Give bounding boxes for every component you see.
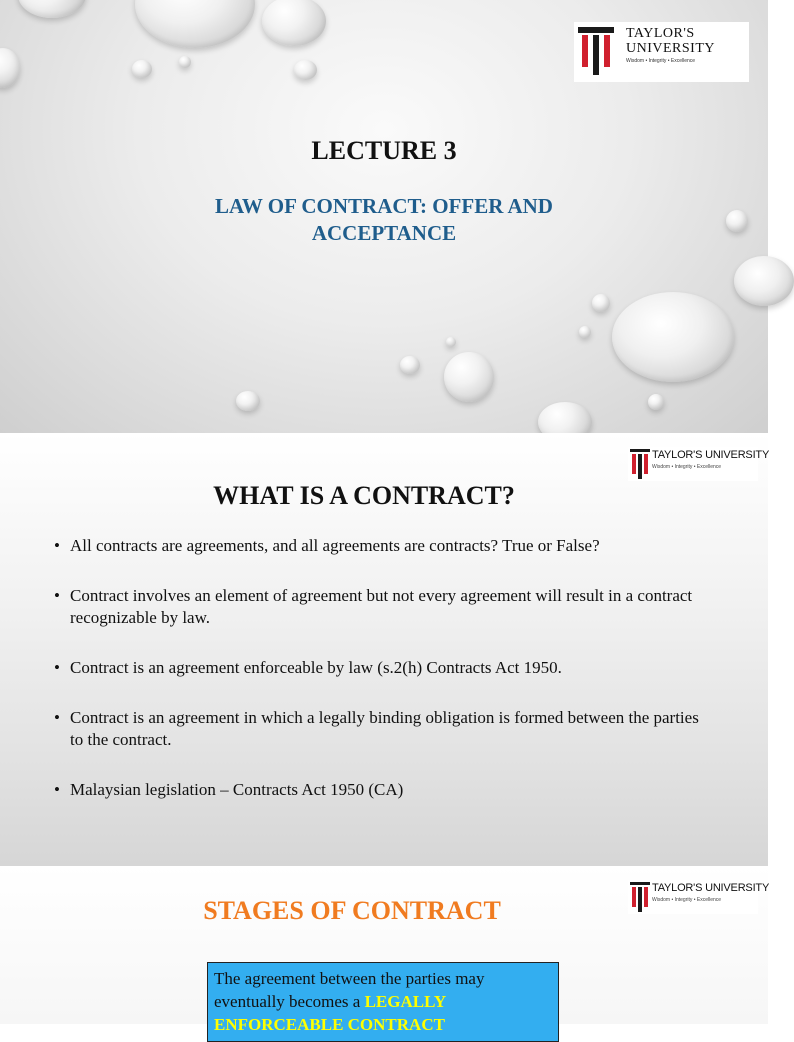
- bullet-list: [52, 535, 702, 829]
- logo-tagline: Wisdom • Integrity • Excellence: [652, 897, 722, 903]
- title-slide: [0, 0, 768, 433]
- water-drop-decoration: [446, 337, 456, 347]
- water-drop-decoration: [132, 60, 152, 78]
- water-drop-decoration: [236, 391, 260, 411]
- logo-wordmark: TAYLOR'S UNIVERSITY: [652, 882, 770, 894]
- lecture-subtitle: LAW OF CONTRACT: OFFER AND ACCEPTANCE: [215, 194, 553, 245]
- logo-name-line1: TAYLOR'S: [626, 26, 695, 41]
- definition-text: The agreement between the parties may eventually becomes a: [214, 969, 485, 1011]
- bullet-item: [52, 657, 702, 679]
- logo-tagline: Wisdom • Integrity • Excellence: [626, 58, 696, 64]
- bullet-dot-icon: •: [54, 708, 60, 727]
- water-drop-decoration: [0, 48, 20, 88]
- logo-wordmark: [626, 26, 715, 56]
- water-drop-decoration: [135, 0, 255, 48]
- water-drop-decoration: [179, 56, 191, 68]
- water-drop-decoration: [400, 356, 420, 374]
- bullet-text: Contract is an agreement enforceable by law (s.2(h) Contracts Act 1950.: [70, 658, 562, 677]
- water-drop-decoration: [444, 352, 494, 402]
- what-is-contract-slide: [0, 433, 768, 866]
- slide-heading: WHAT IS A CONTRACT?: [213, 481, 515, 510]
- water-drop-decoration: [18, 0, 86, 18]
- bullet-dot-icon: •: [54, 658, 60, 677]
- definition-box: [207, 962, 559, 1042]
- logo-name-line2: UNIVERSITY: [626, 41, 715, 56]
- bullet-dot-icon: •: [54, 780, 60, 799]
- bullet-item: [52, 535, 702, 557]
- bullet-text: Malaysian legislation – Contracts Act 1950 (CA): [70, 780, 404, 799]
- slide-heading: STAGES OF CONTRACT: [203, 896, 501, 925]
- bullet-dot-icon: •: [54, 536, 60, 555]
- bullet-item: [52, 707, 702, 751]
- water-drop-decoration: [726, 210, 748, 232]
- lecture-title: LECTURE 3: [311, 136, 457, 165]
- logo-wordmark: TAYLOR'S UNIVERSITY: [652, 449, 770, 461]
- taylors-crest-icon: [630, 449, 650, 479]
- water-drop-decoration: [592, 294, 610, 312]
- bullet-item: [52, 779, 702, 801]
- water-drop-decoration: [612, 292, 734, 382]
- logo-tagline: Wisdom • Integrity • Excellence: [652, 464, 722, 470]
- definition-highlight: LEGALLY ENFORCEABLE CONTRACT: [214, 992, 446, 1034]
- taylors-crest-icon: [578, 27, 614, 75]
- water-drop-decoration: [294, 60, 317, 80]
- bullet-dot-icon: •: [54, 586, 60, 605]
- bullet-text: Contract is an agreement in which a legally binding obligation is formed between the parties to the contract.: [70, 708, 699, 749]
- bullet-item: [52, 585, 702, 629]
- water-drop-decoration: [262, 0, 326, 46]
- stages-of-contract-slide: [0, 866, 770, 1034]
- water-drop-decoration: [579, 326, 591, 338]
- bullet-text: Contract involves an element of agreement but not every agreement will result in a contract recognizable by law.: [70, 586, 693, 627]
- university-logo: [574, 22, 749, 82]
- water-drop-decoration: [734, 256, 794, 306]
- university-logo: [628, 447, 770, 481]
- bullet-text: All contracts are agreements, and all agreements are contracts? True or False?: [70, 536, 600, 555]
- water-drop-decoration: [648, 394, 664, 410]
